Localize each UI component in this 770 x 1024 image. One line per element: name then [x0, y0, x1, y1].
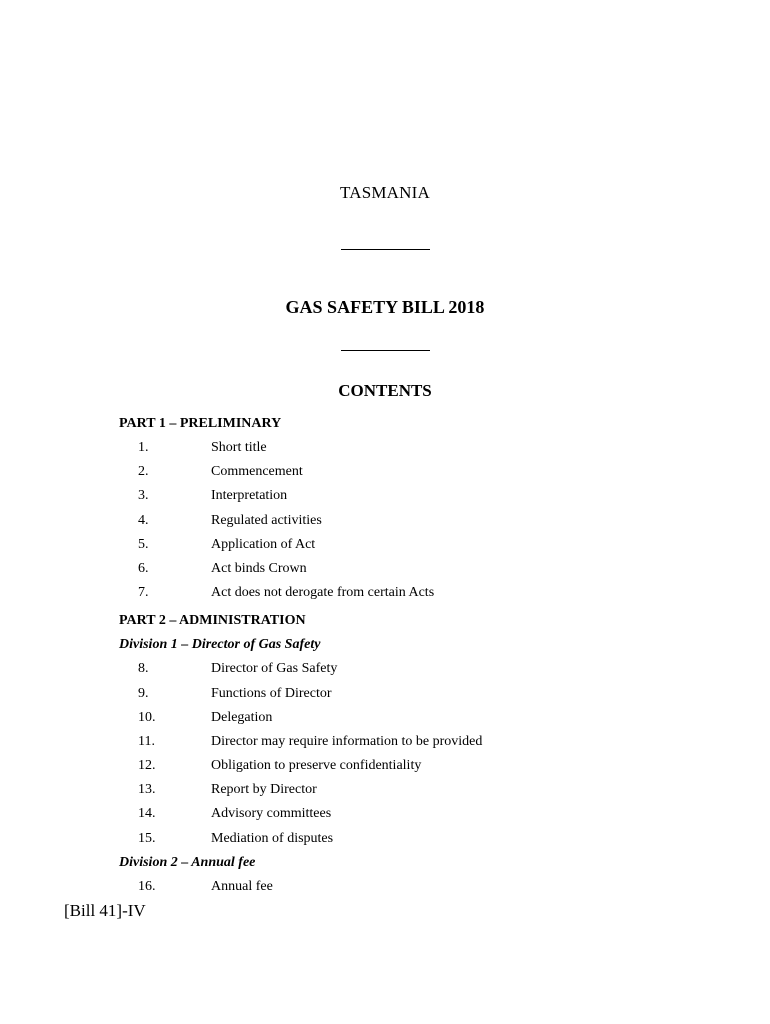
section-title: Annual fee: [211, 878, 273, 894]
toc-entry: [119, 659, 639, 683]
divider-line: [341, 249, 430, 250]
part-heading: PART 2 – ADMINISTRATION: [119, 613, 306, 629]
section-title: Mediation of disputes: [211, 830, 334, 846]
section-title: Report by Director: [211, 782, 317, 798]
part-heading: PART 1 – PRELIMINARY: [119, 416, 282, 431]
section-number: 11.: [138, 733, 155, 749]
division-heading: Division 2 – Annual fee: [119, 854, 256, 870]
section-number: 6.: [138, 560, 149, 576]
section-number: 4.: [138, 512, 149, 528]
toc-entry: [119, 829, 639, 853]
contents-heading: CONTENTS: [338, 381, 432, 400]
section-title: Regulated activities: [211, 512, 322, 528]
bill-title: GAS SAFETY BILL 2018: [285, 297, 485, 317]
section-number: 16.: [138, 878, 156, 894]
divider-line: [341, 350, 430, 351]
section-number: 10.: [138, 709, 156, 725]
toc-entry: [119, 511, 639, 535]
section-number: 7.: [138, 585, 149, 601]
section-title: Act does not derogate from certain Acts: [211, 585, 435, 601]
section-number: 1.: [138, 440, 149, 455]
section-title: Act binds Crown: [211, 560, 307, 576]
section-number: 9.: [138, 685, 149, 701]
section-title: Functions of Director: [211, 685, 332, 701]
toc-entry: [119, 780, 639, 804]
toc-entry: [119, 535, 639, 559]
section-number: 2.: [138, 464, 149, 480]
toc-entry: [119, 732, 639, 756]
toc-entry: [119, 804, 639, 828]
section-title: Advisory committees: [211, 806, 332, 822]
toc-entry: [119, 438, 639, 462]
section-number: 13.: [138, 782, 156, 798]
toc-entry: [119, 756, 639, 780]
section-number: 14.: [138, 806, 156, 822]
jurisdiction-title: TASMANIA: [340, 183, 430, 202]
bill-reference: [Bill 41]-IV: [64, 901, 146, 920]
section-number: 3.: [138, 488, 149, 504]
toc-entry: [119, 708, 639, 732]
table-of-contents: [119, 414, 639, 901]
section-title: Short title: [211, 440, 267, 455]
toc-entry: [119, 486, 639, 510]
division-heading: Division 1 – Director of Gas Safety: [119, 637, 321, 653]
section-title: Obligation to preserve confidentiality: [211, 758, 422, 774]
toc-entry: [119, 877, 639, 901]
section-number: 5.: [138, 536, 149, 552]
toc-entry: [119, 559, 639, 583]
section-number: 15.: [138, 830, 156, 846]
section-title: Delegation: [211, 709, 273, 725]
section-title: Director of Gas Safety: [211, 661, 338, 677]
section-number: 12.: [138, 758, 156, 774]
toc-entry: [119, 583, 639, 607]
section-title: Director may require information to be provided: [211, 733, 483, 749]
section-number: 8.: [138, 661, 149, 677]
section-title: Commencement: [211, 464, 303, 480]
toc-entry: [119, 462, 639, 486]
section-title: Interpretation: [211, 488, 288, 504]
section-title: Application of Act: [211, 536, 316, 552]
toc-entry: [119, 684, 639, 708]
